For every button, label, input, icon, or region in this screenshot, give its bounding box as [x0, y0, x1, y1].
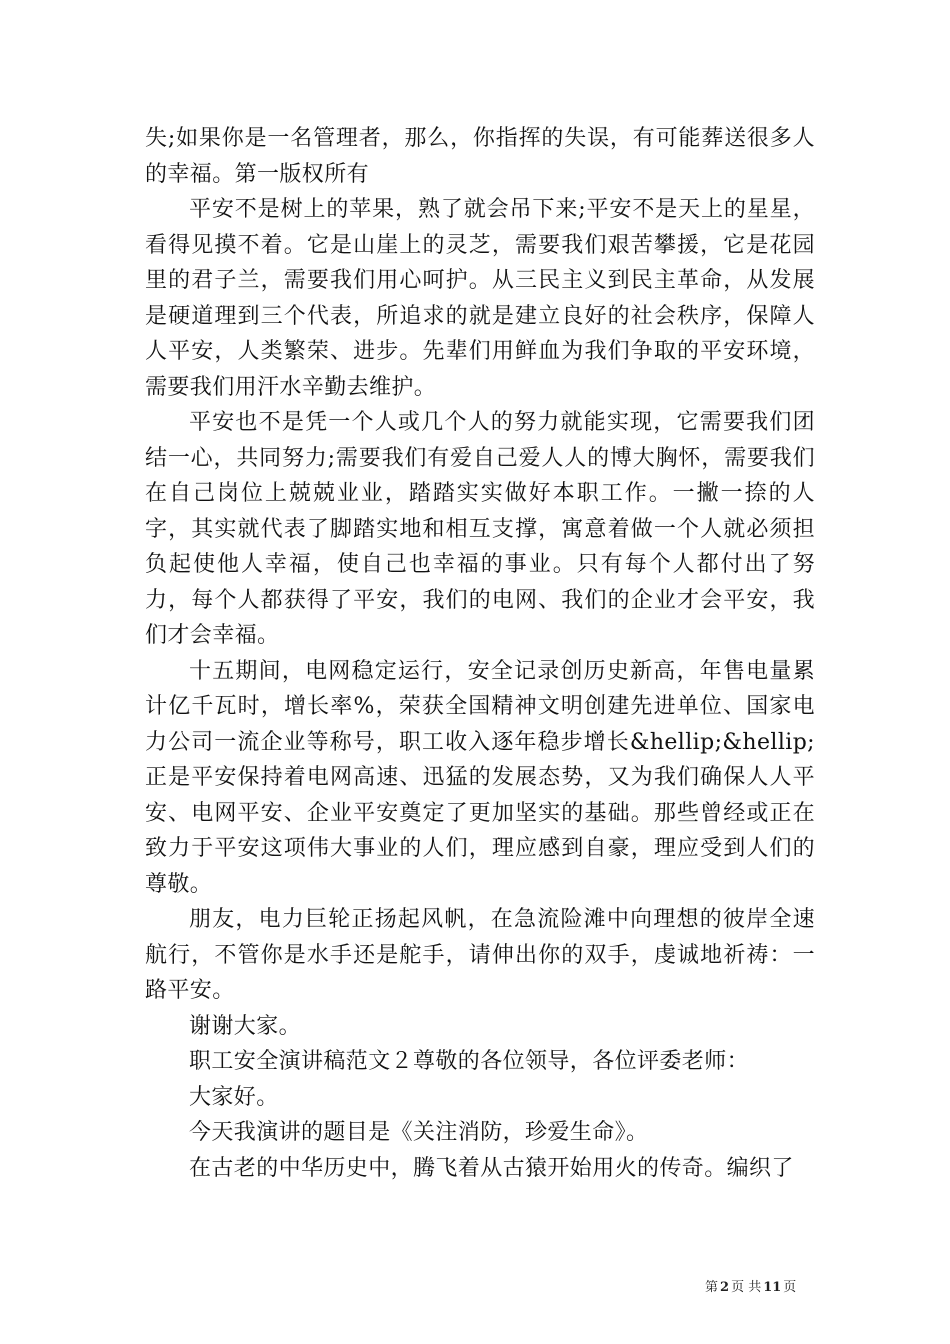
- total-pages-number: 11: [763, 1280, 782, 1295]
- paragraph-safety-not-apple: 平安不是树上的苹果，熟了就会吊下来;平安不是天上的星星，看得见摸不着。它是山崖上的灵芝，需要我们艰苦攀援，它是花园里的君子兰，需要我们用心呵护。从三民主义到民主革命，从发展是硬道理到三个代表，所追求的就是建立良好的社会秩序，保障人人平安，人类繁荣、进步。先辈们用鲜血为我们争取的平安环境，需要我们用汗水辛勤去维护。: [145, 197, 815, 400]
- paragraph-greeting: 大家好。: [189, 1084, 279, 1110]
- paragraph-history: 在古老的中华历史中，腾飞着从古猿开始用火的传奇。编织了: [189, 1155, 794, 1181]
- paragraph-topic: 今天我演讲的题目是《关注消防，珍爱生命》。: [189, 1120, 649, 1145]
- paragraph-speech-title-2: 职工安全演讲稿范文２尊敬的各位领导，各位评委老师：: [189, 1049, 750, 1074]
- paragraph-continuation: 失;如果你是一名管理者，那么，你指挥的失误，有可能葬送很多人的幸福。第一版权所有: [145, 126, 815, 187]
- paragraph-five-year-period: 十五期间，电网稳定运行，安全记录创历史新高，年售电量累计亿千瓦时，增长率%，荣获全国精神文明创建先进单位、国家电力公司一流企业等称号，职工收入逐年稳步增长&hellip;&hellip;正是平安保持着电网高速、迅猛的发展态势，又为我们确保人人平安、电网平安、企业平安奠定了更加坚实的基础。那些曾经或正在致力于平安这项伟大事业的人们，理应感到自豪，理应受到人们的尊敬。: [145, 658, 815, 897]
- footer-prefix: 第: [705, 1280, 719, 1295]
- paragraph-safety-teamwork: 平安也不是凭一个人或几个人的努力就能实现，它需要我们团结一心，共同努力;需要我们有爱自己爱人人的博大胸怀，需要我们在自己岗位上兢兢业业，踏踏实实做好本职工作。一撇一捺的人字，其实就代表了脚踏实地和相互支撑，寓意着做一个人就必须担负起使他人幸福，使自己也幸福的事业。只有每个人都付出了努力，每个人都获得了平安，我们的电网、我们的企业才会平安，我们才会幸福。: [145, 410, 815, 648]
- paragraph-thanks: 谢谢大家。: [189, 1013, 302, 1039]
- paragraph-power-ship: 朋友，电力巨轮正扬起风帆，在急流险滩中向理想的彼岸全速航行，不管你是水手还是舵手，请伸出你的双手，虔诚地祈祷：一路平安。: [145, 907, 815, 1003]
- footer-suffix: 页: [783, 1280, 797, 1295]
- current-page-number: 2: [720, 1280, 730, 1295]
- page-number-footer: [705, 1276, 796, 1295]
- document-body: [145, 121, 815, 1186]
- footer-middle: 页 共: [731, 1280, 762, 1295]
